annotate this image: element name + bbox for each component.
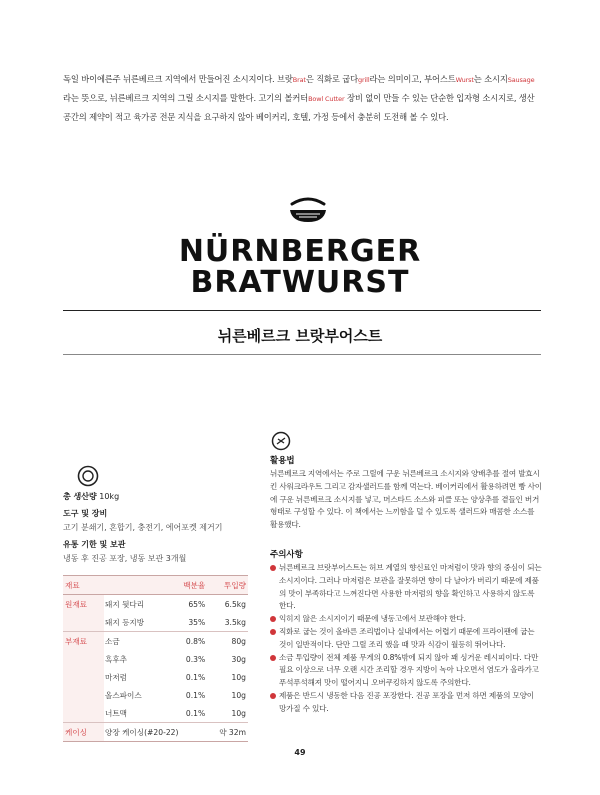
storage-value: 냉동 후 진공 포장, 냉동 보관 3개월 (63, 554, 187, 563)
subtitle-divider (63, 354, 541, 355)
cautions-list (270, 562, 542, 716)
table-row: 마저럼 0.1% 10g (63, 668, 248, 686)
list-item: 익히지 않은 소시지이기 때문에 냉동고에서 보관해야 한다. (270, 613, 542, 626)
list-item: 뉘른베르크 브랏부어스트는 허브 계열의 향신료인 마저럼이 맛과 향의 중심이 되는 소시지이다. 그러나 마저럼은 보관을 잘못하면 향이 다 날아가 버리기 때문에 제품의 맛이 부족하다고 느껴진다면 사용한 마저럼의 향을 확인하고 사용하지 않도록 한다. (270, 562, 542, 613)
specs-block (63, 490, 268, 566)
korean-title: 뉘른베르크 브랏부어스트 (217, 327, 383, 345)
production-icon (77, 465, 99, 487)
table-row: 너트맥 0.1% 10g (63, 704, 248, 723)
bullet-icon (270, 693, 276, 699)
sausage-logo-icon (288, 196, 328, 224)
bullet-icon (270, 629, 276, 635)
intro-paragraph: 독일 바이에른주 뉘른베르크 지역에서 만들어진 소시지이다. 브랏Brat은 직화로 굽다grill라는 의미이고, 부어스트Wurst는 소시지Sausage라는 뜻으로, 뉘른베르크 지역의 그릴 소시지를 말한다. 고기의 볼커터Bowl Cutter 장비 없이 만들 수 있는 단순한 입자형 소시지로, 생산 공간의 제약이 적고 육가공 전문 지식을 요구하지 않아 베이커리, 호텔, 가정 등에서 충분히 도전해 볼 수 있다. (63, 74, 535, 122)
usage-icon (271, 431, 291, 451)
usage-text: 뉘른베르크 지역에서는 주로 그릴에 구운 뉘른베르크 소시지와 양배추를 절여 발효시킨 사워크라우트 그리고 감자샐러드를 함께 먹는다. 베이커리에서 활용하려면 빵 사이에 구운 뉘른베르크 소시지를 넣고, 머스타드 소스와 피클 또는 양상추를 곁들인 버거 형태로 구성할 수 있다. 이 책에서는 느끼함을 덜 수 있도록 샐러드와 매콤한 소스를 활용했다. (270, 469, 542, 530)
table-row: 부재료 소금 0.8% 80g (63, 632, 248, 651)
list-item: 제품은 반드시 냉동한 다음 진공 포장한다. 진공 포장을 먼저 하면 제품의 모양이 망가질 수 있다. (270, 690, 542, 716)
storage-label: 유통 기한 및 보관 (63, 540, 126, 549)
page-title (0, 236, 600, 298)
bullet-icon (270, 565, 276, 571)
table-row: 올스파이스 0.1% 10g (63, 686, 248, 704)
total-value: 10kg (99, 492, 120, 501)
title-line-1: NÜRNBERGER (178, 234, 422, 269)
table-row: 흑후추 0.3% 30g (63, 650, 248, 668)
cautions-heading: 주의사항 (270, 549, 303, 560)
notes-block (270, 455, 542, 716)
tools-value: 고기 분쇄기, 혼합기, 충전기, 에어포켓 제거기 (63, 523, 223, 532)
bullet-icon (270, 655, 276, 661)
tools-label: 도구 및 장비 (63, 509, 108, 518)
table-header: 재료 백분율 투입량 (63, 576, 248, 595)
table-row: 돼지 등지방 35% 3.5kg (63, 613, 248, 632)
table-row-casing: 케이싱 양장 케이싱(#20-22) 약 32m (63, 723, 248, 742)
title-line-2: BRATWURST (190, 265, 410, 300)
bullet-icon (270, 616, 276, 622)
list-item: 소금 투입량이 전체 제품 무게의 0.8%밖에 되지 않아 꽤 싱거운 레시피이다. 다만 필요 이상으로 너무 오랜 시간 조리할 경우 지방이 녹아 나오면서 염도가 올라가고 푸석푸석해져 맛이 떨어지니 오버쿠킹하지 않도록 주의한다. (270, 652, 542, 690)
table-row: 원재료 돼지 뒷다리 65% 6.5kg (63, 595, 248, 614)
list-item: 직화로 굽는 것이 올바른 조리법이나 실내에서는 어렵기 때문에 프라이팬에 굽는 것이 일반적이다. 단만 그릴 조리 했을 때 맛과 식감이 월등히 뛰어나다. (270, 626, 542, 652)
usage-heading: 활용법 (270, 456, 295, 466)
ingredients-table (63, 575, 248, 742)
title-divider (63, 310, 541, 311)
page-number: 49 (294, 748, 306, 757)
total-label: 총 생산량 (63, 492, 97, 501)
